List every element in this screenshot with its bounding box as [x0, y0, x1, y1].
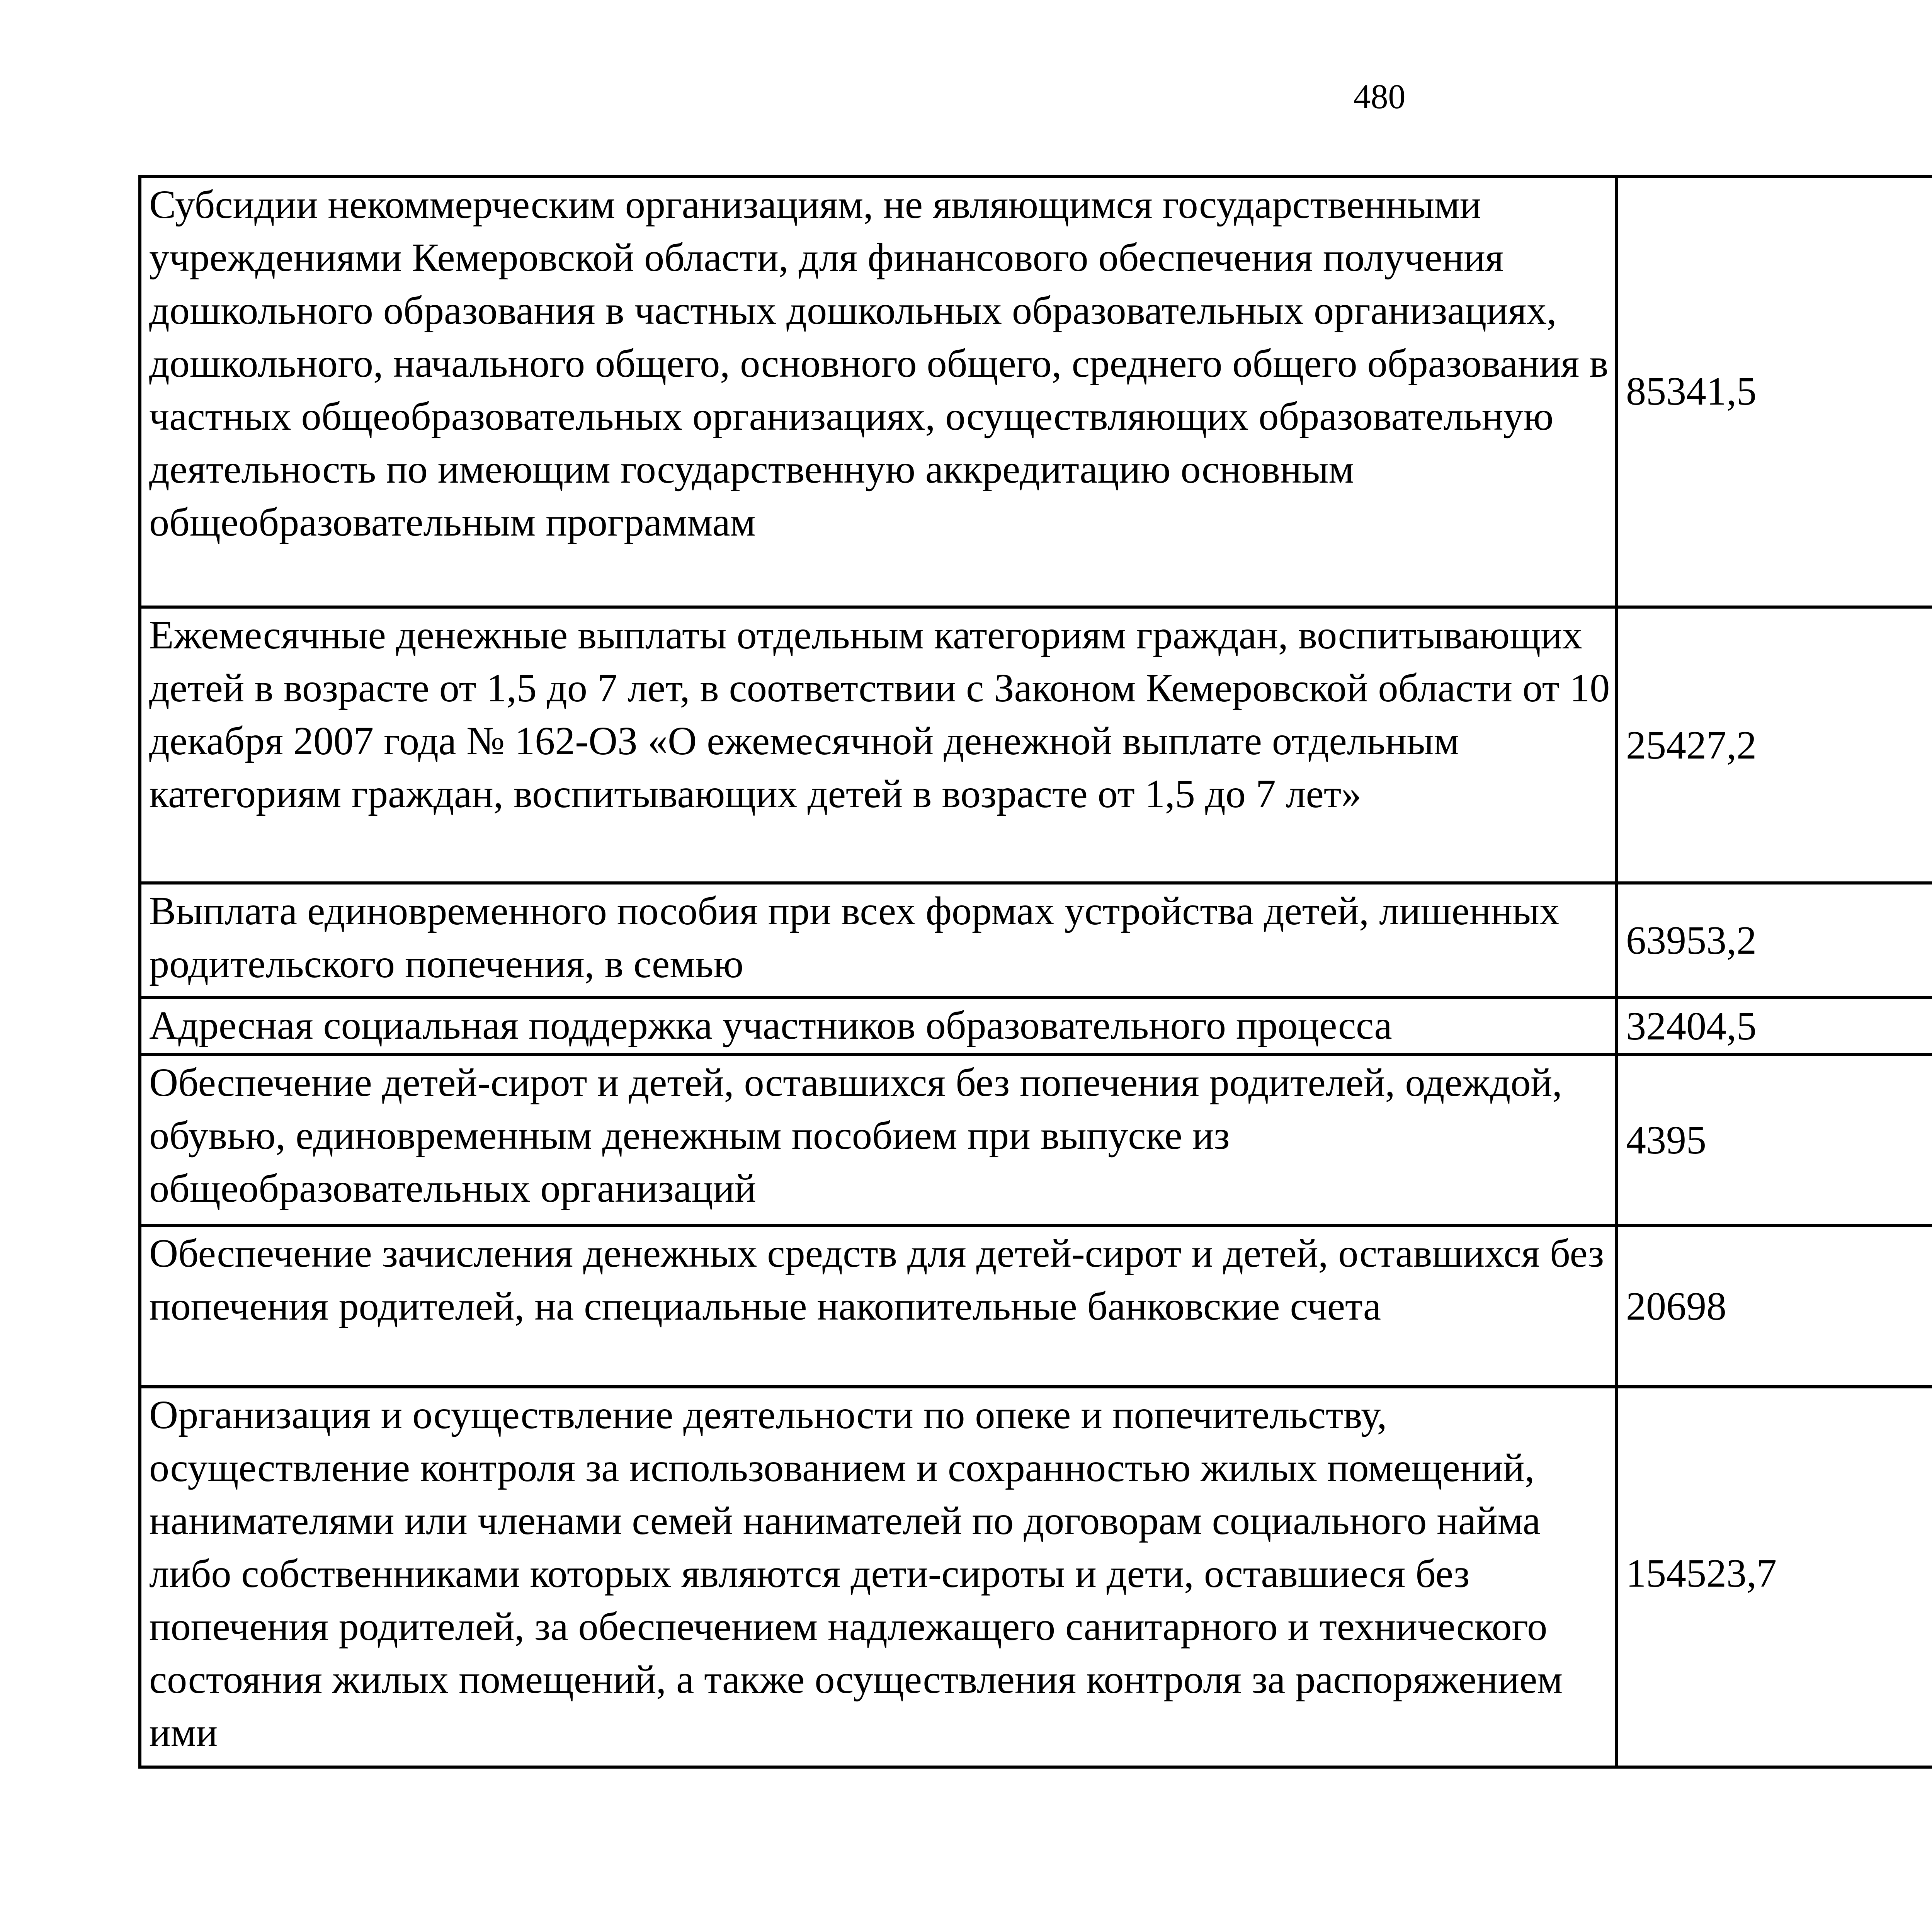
row-value-1: 20698 — [1617, 1225, 1932, 1387]
row-description: Ежемесячные денежные выплаты отдельным категориям граждан, воспитывающих детей в возрасте от 1,5 до 7 лет, в соответствии с Законом Кемеровской области от 10 декабря 2007 года № 162-ОЗ «О ежемесячной денежной выплате отдельным категориям граждан, воспитывающих детей в возрасте от 1,5 до 7 лет» — [140, 607, 1617, 883]
row-value-1: 85341,5 — [1617, 177, 1932, 607]
table-row — [140, 177, 1932, 607]
row-value-1: 25427,2 — [1617, 607, 1932, 883]
row-value-1: 4395 — [1617, 1055, 1932, 1225]
row-value-1: 63953,2 — [1617, 883, 1932, 997]
budget-table — [138, 175, 1932, 1769]
table-row — [140, 607, 1932, 883]
table-row — [140, 997, 1932, 1055]
table-row — [140, 883, 1932, 997]
row-description: Адресная социальная поддержка участников образовательного процесса — [140, 997, 1617, 1055]
table-row — [140, 1225, 1932, 1387]
row-description: Обеспечение детей-сирот и детей, оставшихся без попечения родителей, одеждой, обувью, единовременным денежным пособием при выпуске из общеобразовательных организаций — [140, 1055, 1617, 1225]
row-description: Субсидии некоммерческим организациям, не являющимся государственными учреждениями Кемеровской области, для финансового обеспечения получения дошкольного образования в частных дошкольных образовательных организациях, дошкольного, начального общего, основного общего, среднего общего образования в частных общеобразовательных организациях, осуществляющих образовательную деятельность по имеющим государственную аккредитацию основным общеобразовательным программам — [140, 177, 1617, 607]
row-description: Обеспечение зачисления денежных средств для детей-сирот и детей, оставшихся без попечения родителей, на специальные накопительные банковские счета — [140, 1225, 1617, 1387]
table-row — [140, 1387, 1932, 1767]
row-description: Выплата единовременного пособия при всех формах устройства детей, лишенных родительского попечения, в семью — [140, 883, 1617, 997]
row-value-1: 154523,7 — [1617, 1387, 1932, 1767]
row-description: Организация и осуществление деятельности по опеке и попечительству, осуществление контроля за использованием и сохранностью жилых помещений, нанимателями или членами семей нанимателей по договорам социального найма либо собственниками которых являются дети-сироты и дети, оставшиеся без попечения родителей, за обеспечением надлежащего санитарного и технического состояния жилых помещений, а также осуществления контроля за распоряжением ими — [140, 1387, 1617, 1767]
row-value-1: 32404,5 — [1617, 997, 1932, 1055]
page-number: 480 — [1353, 78, 1406, 116]
table-row — [140, 1055, 1932, 1225]
